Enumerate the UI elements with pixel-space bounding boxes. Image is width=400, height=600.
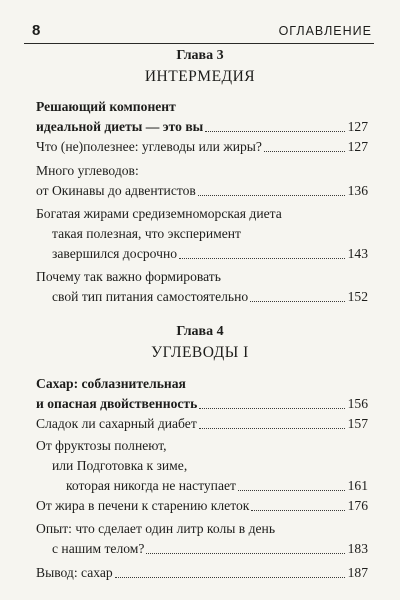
- toc-entry-text: с нашим телом?: [52, 539, 145, 559]
- toc-page-number: 127: [346, 117, 368, 137]
- toc-entry: [36, 267, 368, 307]
- toc-entry: [36, 374, 368, 414]
- toc-page-number: 183: [346, 539, 368, 559]
- toc-entry-text: Много углеводов:: [36, 163, 139, 178]
- toc-entry-text: От жира в печени к старению клеток: [36, 496, 250, 516]
- toc-entry-text: Сладок ли сахарный диабет: [36, 414, 198, 434]
- dot-leader: [179, 258, 345, 259]
- toc-entry: [36, 519, 368, 559]
- part-title: УГЛЕВОДЫ I: [151, 344, 249, 361]
- toc-entry-text: идеальной диеты — это вы: [36, 117, 204, 137]
- toc-entry: [36, 204, 368, 264]
- toc-entry-text: которая никогда не наступает: [66, 476, 237, 496]
- toc-page-number: 161: [346, 476, 368, 496]
- toc-entry-text: завершился досрочно: [52, 244, 178, 264]
- toc-page-number: 143: [346, 244, 368, 264]
- toc-entry-text: От фруктозы полнеют,: [36, 438, 167, 453]
- dot-leader: [264, 151, 345, 152]
- toc-entry: [36, 137, 368, 157]
- chapter-heading: Глава 4: [176, 324, 224, 339]
- dot-leader: [250, 301, 344, 302]
- toc-page-number: 157: [346, 414, 368, 434]
- page-header: [24, 20, 374, 44]
- dot-leader: [199, 408, 344, 409]
- toc-page-number: 187: [346, 563, 368, 583]
- toc-entry-text: Решающий компонент: [36, 99, 176, 114]
- toc-entry-text: и опасная двойственность: [36, 394, 198, 414]
- toc-entry-text: от Окинавы до адвентистов: [36, 181, 197, 201]
- dot-leader: [251, 510, 344, 511]
- toc-entry-text: свой тип питания самостоятельно: [52, 287, 249, 307]
- toc-entry: [36, 161, 368, 201]
- toc-entry: [36, 436, 368, 496]
- toc-entry: [36, 414, 368, 434]
- page-number: 8: [32, 22, 41, 39]
- dot-leader: [238, 490, 345, 491]
- toc-entry-text: такая полезная, что эксперимент: [52, 226, 241, 241]
- toc-page-number: 176: [346, 496, 368, 516]
- toc-page-number: 127: [346, 137, 368, 157]
- dot-leader: [198, 195, 345, 196]
- toc-entry-text: Опыт: что сделает один литр колы в день: [36, 521, 276, 536]
- dot-leader: [205, 131, 344, 132]
- dot-leader: [146, 553, 344, 554]
- toc-entry-text: Сахар: соблазнительная: [36, 376, 186, 391]
- toc-entry: [36, 97, 368, 137]
- part-title: ИНТЕРМЕДИЯ: [144, 68, 256, 85]
- toc-entry-text: Почему так важно формировать: [36, 269, 221, 284]
- toc-entry-text: Что (не)полезнее: углеводы или жиры?: [36, 137, 263, 157]
- toc-entry-text: Вывод: сахар: [36, 563, 114, 583]
- toc-page-number: 152: [346, 287, 368, 307]
- dot-leader: [199, 428, 345, 429]
- header-rule: [24, 43, 374, 44]
- toc-entry-text: Богатая жирами средиземноморская диета: [36, 206, 282, 221]
- running-title: ОГЛАВЛЕНИЕ: [278, 24, 372, 38]
- toc-page-number: 136: [346, 181, 368, 201]
- chapter-heading: Глава 3: [176, 48, 224, 63]
- dot-leader: [115, 577, 345, 578]
- toc-entry: [36, 496, 368, 516]
- toc-entry: [36, 563, 368, 583]
- toc-page-number: 156: [346, 394, 368, 414]
- toc-entry-text: или Подготовка к зиме,: [52, 458, 188, 473]
